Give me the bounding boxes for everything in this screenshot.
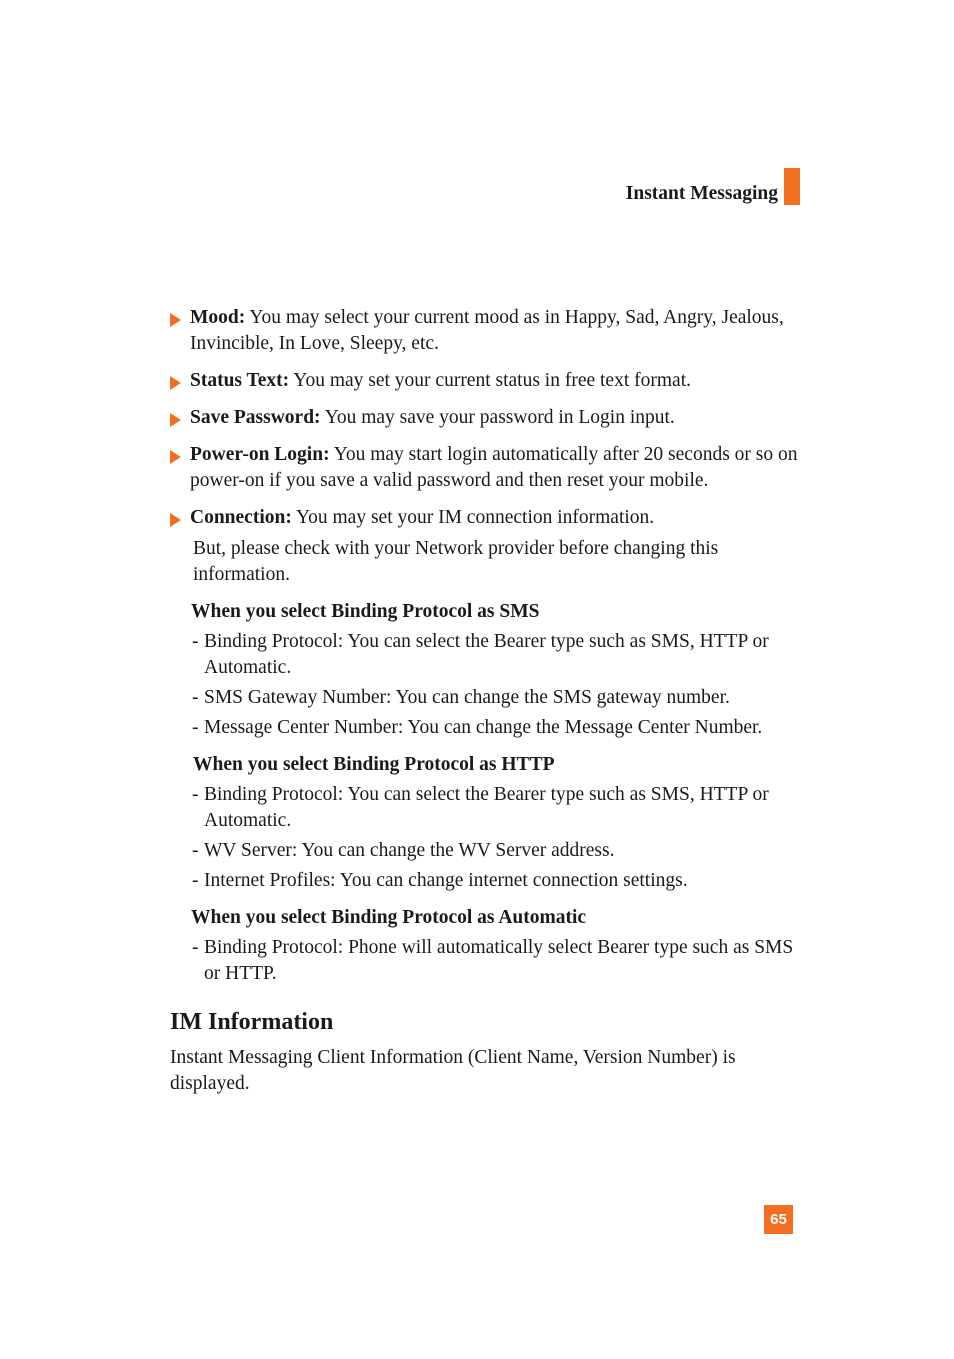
- sms-heading: When you select Binding Protocol as SMS: [191, 601, 540, 622]
- bullet-text: You may set your IM connection information.: [291, 507, 655, 528]
- bullet-power-on-login: [170, 442, 800, 494]
- bullet-term: Save Password:: [190, 407, 321, 428]
- bullet-term: Status Text:: [190, 370, 290, 391]
- bullet-triangle-icon: [170, 513, 181, 527]
- page-header-title: Instant Messaging: [625, 183, 778, 204]
- bullet-mood: [170, 305, 800, 357]
- im-information-text: Instant Messaging Client Information (Client Name, Version Number) is displayed.: [170, 1047, 736, 1094]
- bullet-text: You may select your current mood as in Happy, Sad, Angry, Jealous, Invincible, In Love, Sleepy, etc.: [190, 307, 784, 354]
- http-heading: When you select Binding Protocol as HTTP: [193, 754, 555, 775]
- automatic-item-text: Binding Protocol: Phone will automatically select Bearer type such as SMS or HTTP.: [204, 937, 794, 984]
- sms-item: [170, 715, 800, 741]
- dash-marker: -: [192, 937, 199, 958]
- sms-item-text: Binding Protocol: You can select the Bearer type such as SMS, HTTP or Automatic.: [204, 631, 769, 678]
- bullet-triangle-icon: [170, 450, 181, 464]
- sms-item: [170, 685, 800, 711]
- bullet-triangle-icon: [170, 413, 181, 427]
- header-accent-bar: [784, 168, 800, 205]
- bullet-status-text: [170, 368, 800, 394]
- bullet-term: Power-on Login:: [190, 444, 330, 465]
- http-item-text: WV Server: You can change the WV Server address.: [204, 840, 615, 861]
- bullet-text: You may start login automatically after 20 seconds or so on power-on if you save a valid password and then reset your mobile.: [190, 444, 798, 491]
- bullet-triangle-icon: [170, 376, 181, 390]
- dash-marker: -: [192, 870, 199, 891]
- bullet-text: You may set your current status in free text format.: [289, 370, 691, 391]
- sms-item-text: Message Center Number: You can change the Message Center Number.: [204, 717, 763, 738]
- sms-item-text: SMS Gateway Number: You can change the SMS gateway number.: [204, 687, 730, 708]
- automatic-item: [170, 935, 800, 987]
- dash-marker: -: [192, 717, 199, 738]
- dash-marker: -: [192, 687, 199, 708]
- http-item: [170, 868, 800, 894]
- dash-marker: -: [192, 840, 199, 861]
- http-item: [170, 838, 800, 864]
- automatic-heading: When you select Binding Protocol as Automatic: [191, 907, 587, 928]
- bullet-save-password: [170, 405, 800, 431]
- connection-note: But, please check with your Network provider before changing this information.: [193, 538, 719, 585]
- http-item-text: Binding Protocol: You can select the Bearer type such as SMS, HTTP or Automatic.: [204, 784, 769, 831]
- sms-item: [170, 629, 800, 681]
- bullet-text: You may save your password in Login input.: [320, 407, 675, 428]
- http-item: [170, 782, 800, 834]
- bullet-triangle-icon: [170, 313, 181, 327]
- page-content: [170, 305, 800, 1097]
- dash-marker: -: [192, 784, 199, 805]
- im-information-title: IM Information: [170, 1009, 334, 1035]
- http-item-text: Internet Profiles: You can change internet connection settings.: [204, 870, 688, 891]
- page-number-badge: 65: [764, 1205, 793, 1234]
- bullet-term: Connection:: [190, 507, 292, 528]
- bullet-connection: [170, 505, 800, 531]
- bullet-term: Mood:: [190, 307, 246, 328]
- dash-marker: -: [192, 631, 199, 652]
